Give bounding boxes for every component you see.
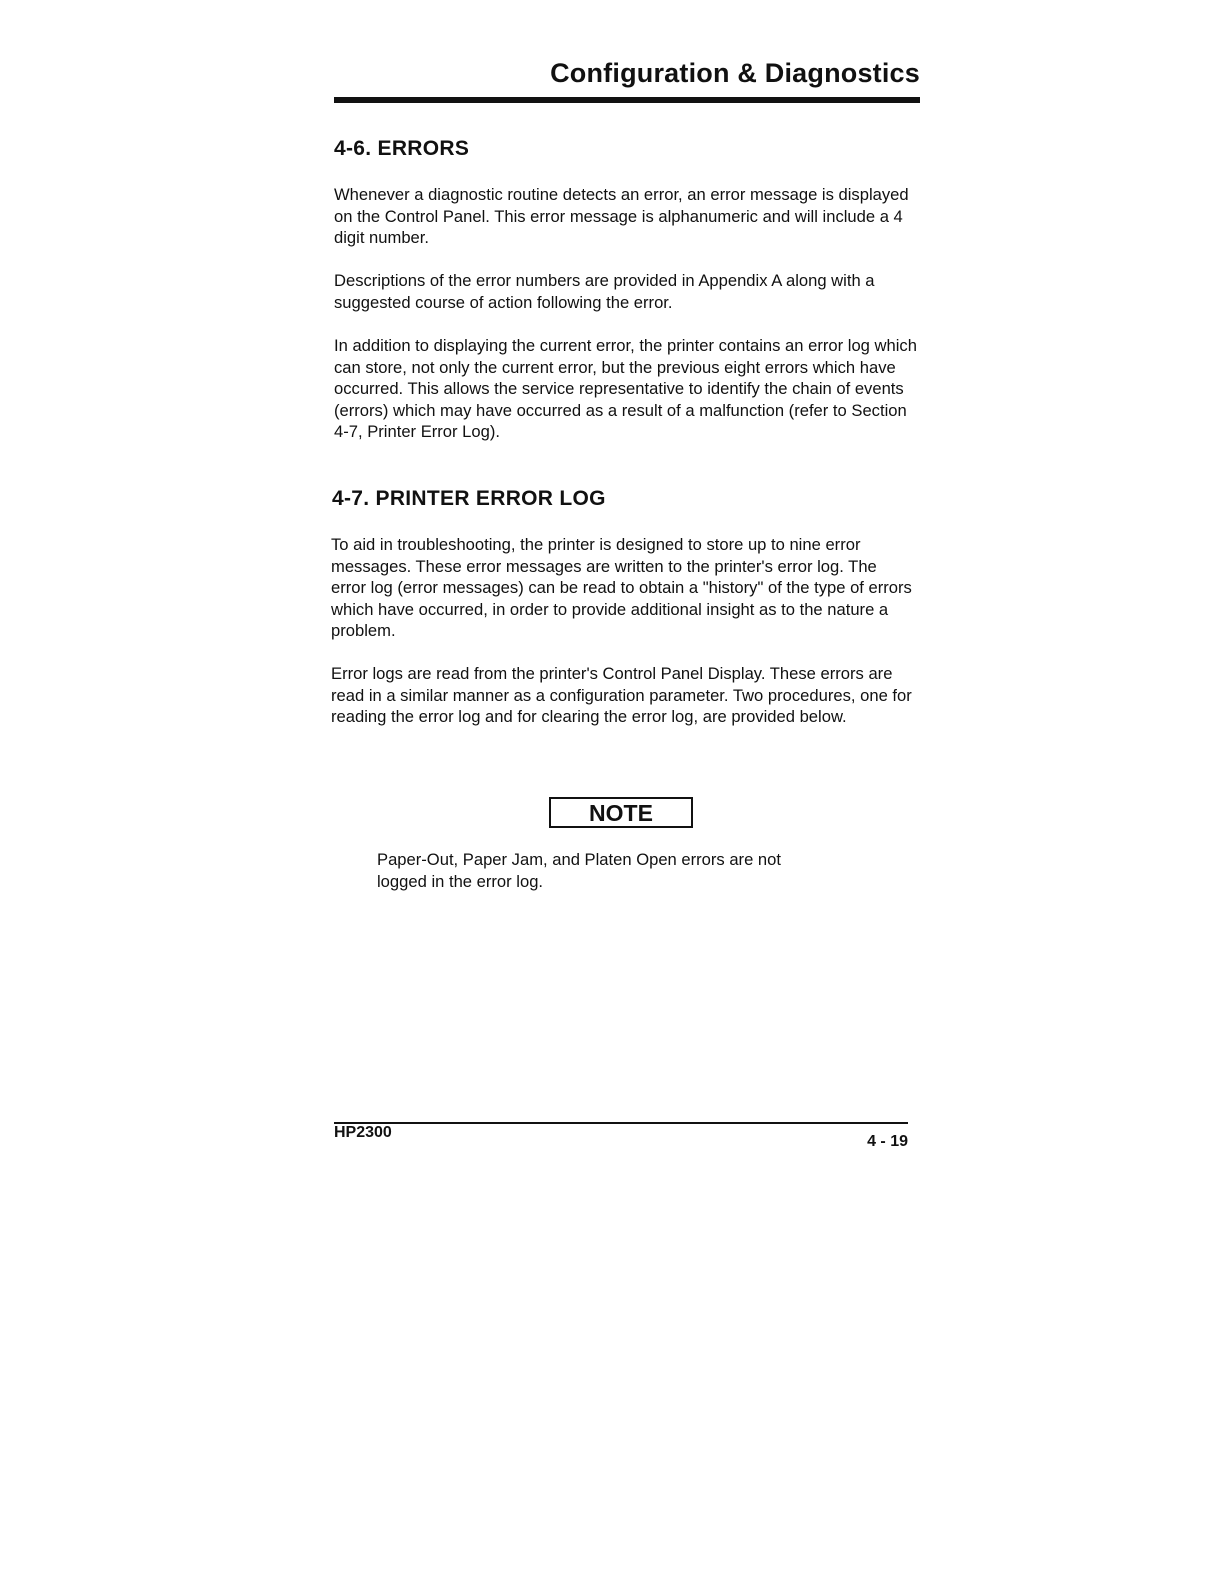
header-rule (334, 97, 920, 103)
footer-rule (334, 1122, 908, 1124)
paragraph: Error logs are read from the printer's Control Panel Display. These errors are read in a similar manner as a configuration parameter. Two procedures, one for reading the error log and for clearing the error log, are provided below. (331, 664, 912, 726)
footer-model: HP2300 (334, 1124, 392, 1141)
footer-page-number: 4 - 19 (867, 1133, 908, 1150)
note-label-box: NOTE (549, 797, 693, 828)
section-heading-printer-error-log: 4-7. PRINTER ERROR LOG (332, 487, 606, 510)
paragraph: To aid in troubleshooting, the printer is designed to store up to nine error messages. These error messages are written to the printer's error log. The error log (error messages) can be read to obtain a "history" of the type of errors which have occurred, in order to provide additional insight as to the nature a problem. (331, 535, 912, 640)
paragraph: Descriptions of the error numbers are provided in Appendix A along with a suggested course of action following the error. (334, 271, 875, 312)
paragraph: Whenever a diagnostic routine detects an error, an error message is displayed on the Control Panel. This error message is alphanumeric and will include a 4 digit number. (334, 185, 909, 247)
paragraph: In addition to displaying the current error, the printer contains an error log which can store, not only the current error, but the previous eight errors which have occurred. This allows the service representative to identify the chain of events (errors) which may have occurred as a result of a malfunction (refer to Section 4-7, Printer Error Log). (334, 336, 917, 441)
section-heading-errors: 4-6. ERRORS (334, 137, 470, 160)
running-header: Configuration & Diagnostics (550, 58, 920, 88)
note-text: Paper-Out, Paper Jam, and Platen Open errors are not logged in the error log. (377, 850, 781, 891)
